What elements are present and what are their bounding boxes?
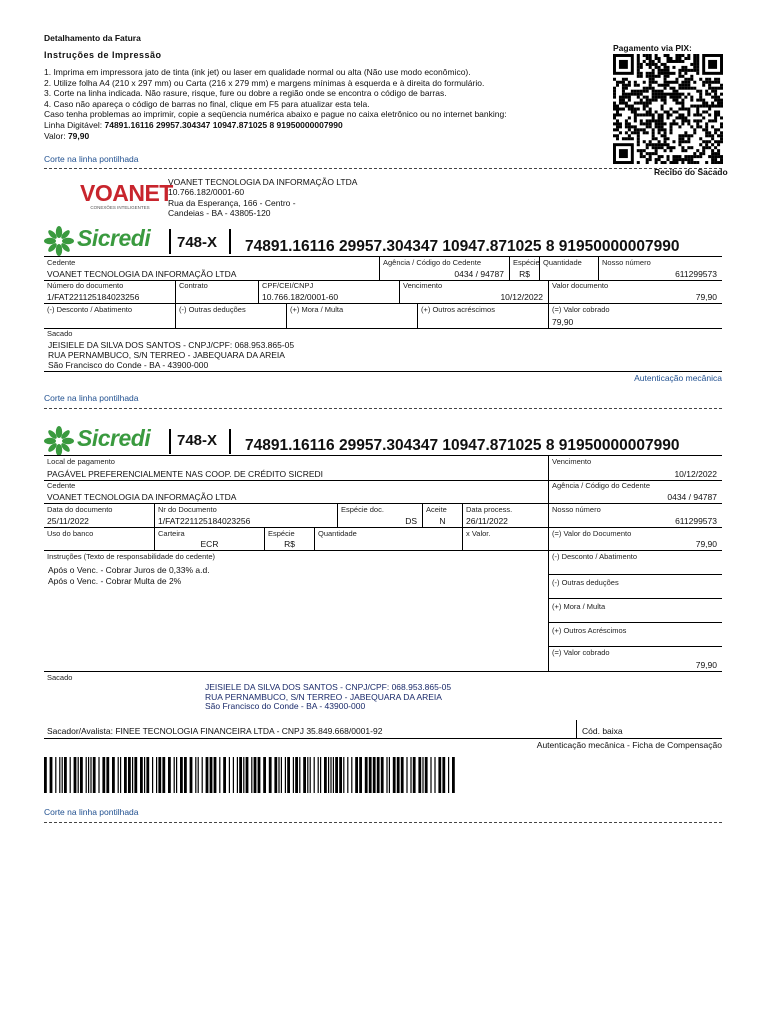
recibo-cpf: 10.766.182/0001-60	[262, 292, 339, 302]
recibo-label: Recibo do Sacado	[654, 167, 728, 177]
ficha-cobrado-label: (=) Valor cobrado	[552, 648, 610, 657]
bank-separator-2	[229, 229, 231, 254]
ficha-local-label: Local de pagamento	[47, 457, 115, 466]
ficha-autenticacao: Autenticação mecânica - Ficha de Compensação	[536, 740, 722, 750]
ficha-nrdoc-label: Nr do Documento	[158, 505, 217, 514]
sicredi-logo-text: Sicredi	[77, 225, 151, 251]
instructions-list	[44, 67, 507, 141]
page-title: Detalhamento da Fatura	[44, 33, 141, 43]
cut-label-3: Corte na linha pontilhada	[44, 807, 139, 817]
ficha-desconto-cell	[549, 551, 722, 575]
recibo-nosso-label: Nosso número	[602, 258, 651, 267]
ficha-xvalor-cell	[462, 528, 548, 550]
recibo-cedente-cell	[44, 257, 379, 280]
cut-line-2	[44, 408, 722, 409]
linha-digitavel-line: Linha Digitável: 74891.16116 29957.304347 10947.871025 8 91950000007990	[44, 119, 343, 130]
ficha-xvalor-label: x Valor.	[466, 529, 491, 538]
recibo-acresc-cell	[417, 304, 548, 328]
ficha-venc-cell	[548, 456, 722, 480]
cut-line-1	[44, 168, 722, 169]
sicredi-leaf-icon	[44, 426, 74, 456]
recibo-row-2	[44, 280, 722, 304]
ficha-nosso-cell	[548, 504, 722, 527]
recibo-mora-label: (+) Mora / Multa	[290, 305, 344, 314]
ficha-sacado-box	[44, 672, 722, 720]
ficha-valordoc-cell	[548, 528, 722, 550]
ficha-datadoc-cell	[44, 504, 154, 527]
company-address-1: Rua da Esperança, 166 - Centro -	[168, 197, 296, 208]
ficha-sacado-label: Sacado	[47, 673, 73, 682]
ficha-especie-label: Espécie	[268, 529, 295, 538]
voanet-logo-text: VOANET	[80, 180, 173, 206]
ficha-cobrado: 79,90	[695, 660, 717, 670]
recibo-contrato-cell	[175, 280, 258, 303]
recibo-outras-cell	[175, 304, 286, 328]
recibo-sacado-row	[44, 328, 722, 372]
ficha-aceite: N	[439, 516, 446, 526]
recibo-especie-label: Espécie	[513, 258, 540, 267]
recibo-autenticacao: Autenticação mecânica	[634, 373, 722, 383]
recibo-cobrado: 79,90	[552, 317, 574, 327]
recibo-nosso: 611299573	[675, 269, 717, 279]
ficha-row-3	[44, 504, 722, 528]
linha-digitavel-2[interactable]: 74891.16116 29957.304347 10947.871025 8 91950000007990	[245, 437, 680, 454]
cut-label-1: Corte na linha pontilhada	[44, 154, 139, 164]
recibo-row-3	[44, 304, 722, 329]
recibo-desconto-label: (-) Desconto / Abatimento	[47, 305, 133, 314]
recibo-agencia: 0434 / 94787	[454, 269, 504, 279]
recibo-contrato-label: Contrato	[179, 281, 208, 290]
recibo-agencia-label: Agência / Código do Cedente	[383, 258, 481, 267]
ficha-bottom-line	[44, 738, 722, 739]
ficha-codbaixa-separator	[576, 720, 577, 738]
sicredi-leaf-icon	[44, 226, 74, 256]
instruction-1: 1. Imprima em impressora jato de tinta (ink jet) ou laser em qualidade normal ou alta (Não use modo econômico).	[44, 67, 471, 77]
company-cnpj: 10.766.182/0001-60	[168, 187, 245, 198]
ficha-usobanco-label: Uso do banco	[47, 529, 94, 538]
recibo-valordoc-cell	[548, 280, 722, 303]
recibo-cedente: VOANET TECNOLOGIA DA INFORMAÇÃO LTDA	[47, 269, 237, 279]
recibo-venc-label: Vencimento	[403, 281, 443, 290]
ficha-acresc-label: (+) Outros Acréscimos	[552, 626, 627, 635]
voanet-logo-tagline: CONEXÕES INTELIGENTES	[90, 205, 150, 210]
ficha-nosso: 611299573	[675, 516, 717, 526]
recibo-numdoc-label: Número do documento	[47, 281, 124, 290]
voanet-logo	[80, 180, 173, 210]
ficha-carteira-label: Carteira	[158, 529, 185, 538]
ficha-instrucao-1: Após o Venc. - Cobrar Juros de 0,33% a.d.	[48, 565, 210, 575]
ficha-aceite-cell	[422, 504, 462, 527]
ficha-carteira: ECR	[200, 539, 219, 549]
recibo-row-1	[44, 256, 722, 281]
recibo-agencia-cell	[379, 257, 509, 280]
recibo-numdoc: 1/FAT221125184023256	[47, 292, 140, 302]
ficha-valordoc-label: (=) Valor do Documento	[552, 529, 632, 538]
ficha-cedente-cell	[44, 480, 548, 503]
ficha-desconto-label: (-) Desconto / Abatimento	[552, 552, 638, 561]
ficha-cedente: VOANET TECNOLOGIA DA INFORMAÇÃO LTDA	[47, 492, 237, 502]
ficha-carteira-cell	[154, 528, 264, 550]
ficha-especiedoc: DS	[405, 516, 417, 526]
ficha-cobrado-cell	[549, 647, 722, 671]
recibo-acresc-label: (+) Outros acréscimos	[421, 305, 495, 314]
recibo-especie: R$	[519, 269, 530, 279]
recibo-numdoc-cell	[44, 280, 175, 303]
ficha-instrucoes-label: Instruções (Texto de responsabilidade do cedente)	[47, 552, 216, 561]
ficha-local: PAGÁVEL PREFERENCIALMENTE NAS COOP. DE CRÉDITO SICREDI	[47, 469, 323, 479]
recibo-quantidade-label: Quantidade	[543, 258, 582, 267]
recibo-sacado	[48, 340, 294, 370]
pix-qr-code	[613, 54, 723, 164]
ficha-usobanco-cell	[44, 528, 154, 550]
company-address-2: Candeias - BA - 43805-120	[168, 207, 271, 218]
ficha-valordoc: 79,90	[695, 539, 717, 549]
bank-separator-3	[169, 429, 171, 454]
bank-code-2: 748-X	[177, 432, 218, 449]
ficha-agencia-cell	[548, 480, 722, 503]
ficha-venc-label: Vencimento	[552, 457, 592, 466]
ficha-sacado-3: São Francisco do Conde - BA - 43900-000	[205, 701, 366, 711]
sicredi-logo-text: Sicredi	[77, 425, 151, 451]
ficha-agencia: 0434 / 94787	[667, 492, 717, 502]
ficha-nrdoc: 1/FAT221125184023256	[158, 516, 251, 526]
recibo-sacado-3: São Francisco do Conde - BA - 43900-000	[48, 360, 209, 370]
recibo-sacado-2: RUA PERNAMBUCO, S/N TERREO - JABEQUARA DA AREIA	[48, 350, 285, 360]
recibo-especie-cell	[509, 257, 539, 280]
recibo-quantidade-cell	[539, 257, 598, 280]
ficha-especiedoc-cell	[337, 504, 422, 527]
recibo-cobrado-cell	[548, 304, 722, 328]
ficha-right-column	[548, 551, 722, 671]
ficha-datadoc-label: Data do documento	[47, 505, 113, 514]
ficha-row-2	[44, 480, 722, 504]
ficha-especie: R$	[284, 539, 295, 549]
ficha-acresc-cell	[549, 623, 722, 647]
instructions-title: Instruções de Impressão	[44, 50, 162, 60]
barcode	[44, 757, 458, 793]
ficha-especiedoc-label: Espécie doc.	[341, 505, 384, 514]
recibo-sacado-1: JEISIELE DA SILVA DOS SANTOS - CNPJ/CPF: 068.953.865-05	[48, 340, 295, 350]
company-name: VOANET TECNOLOGIA DA INFORMAÇÃO LTDA	[168, 177, 358, 187]
ficha-outras-label: (-) Outras deduções	[552, 578, 619, 587]
ficha-instrucoes	[48, 565, 210, 587]
ficha-cedente-label: Cedente	[47, 481, 76, 490]
ficha-aceite-label: Aceite	[426, 505, 447, 514]
ficha-sacado	[205, 683, 451, 712]
cut-label-2: Corte na linha pontilhada	[44, 393, 139, 403]
recibo-sacado-label: Sacado	[47, 329, 73, 338]
instruction-3: 3. Corte na linha indicada. Não rasure, risque, fure ou dobre a região onde se encontra o código de barras.	[44, 88, 447, 99]
recibo-cedente-label: Cedente	[47, 258, 76, 267]
valor-value: 79,90	[67, 130, 90, 141]
ficha-row-4	[44, 528, 722, 551]
recibo-outras-label: (-) Outras deduções	[179, 305, 246, 314]
ficha-dataproc: 26/11/2022	[466, 516, 508, 526]
recibo-venc: 10/12/2022	[500, 292, 543, 302]
ficha-dataproc-cell	[462, 504, 548, 527]
instruction-5: Caso tenha problemas ao imprimir, copie a seqüencia numérica abaixo e pague no caixa eletrônico ou no internet banking:	[44, 109, 507, 120]
ficha-instrucoes-box	[44, 551, 548, 672]
ficha-local-cell	[44, 456, 548, 480]
recibo-valordoc-label: Valor documento	[552, 281, 609, 290]
ficha-mora-cell	[549, 599, 722, 623]
ficha-quantidade-label: Quantidade	[318, 529, 357, 538]
bank-code-1: 748-X	[177, 234, 218, 251]
recibo-venc-cell	[399, 280, 548, 303]
ficha-venc: 10/12/2022	[674, 469, 717, 479]
ficha-sacado-2: RUA PERNAMBUCO, S/N TERREO - JABEQUARA DA AREIA	[205, 691, 442, 702]
ficha-nrdoc-cell	[154, 504, 337, 527]
recibo-valordoc: 79,90	[695, 292, 717, 302]
pix-label: Pagamento via PIX:	[613, 43, 692, 53]
ficha-mora-label: (+) Mora / Multa	[552, 602, 606, 611]
linha-digitavel-value[interactable]: 74891.16116 29957.304347 10947.871025 8 91950000007990	[104, 119, 343, 130]
recibo-cobrado-label: (=) Valor cobrado	[552, 305, 610, 314]
ficha-nosso-label: Nosso número	[552, 505, 601, 514]
recibo-cpf-label: CPF/CEI/CNPJ	[262, 281, 314, 290]
ficha-row-1	[44, 455, 722, 481]
recibo-desconto-cell	[44, 304, 175, 328]
bank-separator-4	[229, 429, 231, 454]
recibo-mora-cell	[286, 304, 417, 328]
ficha-dataproc-label: Data process.	[466, 505, 513, 514]
ficha-quantidade-cell	[314, 528, 462, 550]
ficha-outras-cell	[549, 575, 722, 599]
ficha-especie-cell	[264, 528, 314, 550]
company-info	[168, 177, 357, 218]
valor-line: Valor: 79,90	[44, 130, 90, 141]
ficha-datadoc: 25/11/2022	[47, 516, 89, 526]
recibo-nosso-cell	[598, 257, 722, 280]
ficha-instrucao-2: Após o Venc. - Cobrar Multa de 2%	[48, 576, 182, 586]
ficha-agencia-label: Agência / Código do Cedente	[552, 481, 650, 490]
bank-separator-1	[169, 229, 171, 254]
instruction-2: 2. Utilize folha A4 (210 x 297 mm) ou Carta (216 x 279 mm) e margens mínimas à esquerda e à direita do formulário.	[44, 77, 485, 88]
cut-line-3	[44, 822, 722, 823]
ficha-avalista: Sacador/Avalista: FINEE TECNOLOGIA FINANCEIRA LTDA - CNPJ 35.849.668/0001-92	[47, 726, 383, 736]
instruction-4: 4. Caso não apareça o código de barras no final, clique em F5 para atualizar esta tela.	[44, 98, 370, 109]
ficha-sacado-1: JEISIELE DA SILVA DOS SANTOS - CNPJ/CPF: 068.953.865-05	[205, 682, 452, 692]
ficha-codbaixa: Cód. baixa	[582, 726, 623, 736]
recibo-cpf-cell	[258, 280, 399, 303]
linha-digitavel-1[interactable]: 74891.16116 29957.304347 10947.871025 8 91950000007990	[245, 238, 680, 255]
